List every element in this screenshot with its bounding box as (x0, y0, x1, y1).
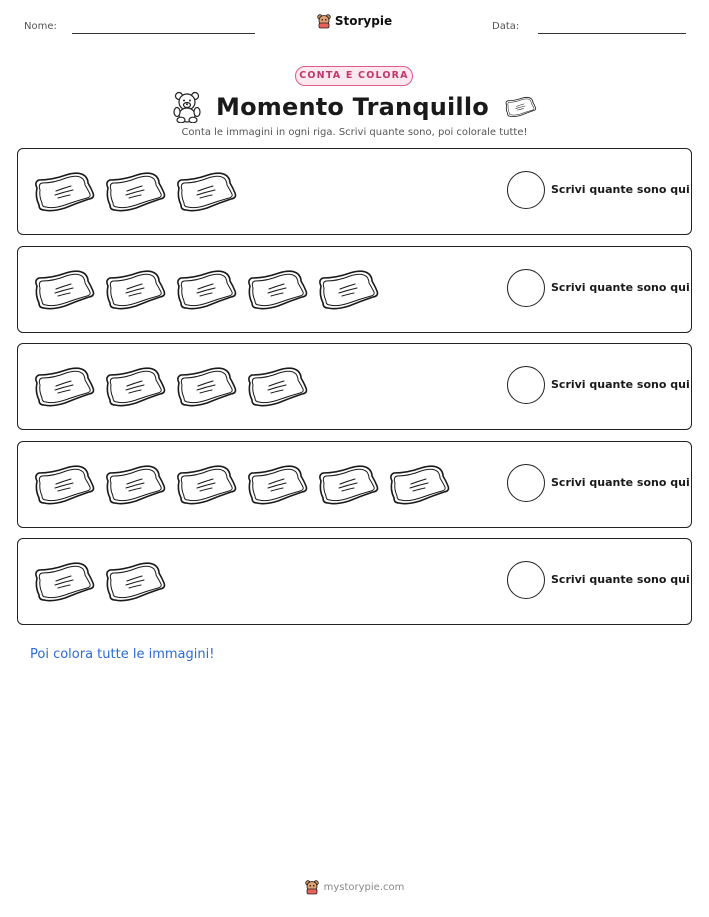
counting-row (17, 538, 692, 625)
worksheet-header (0, 0, 709, 40)
pillow-icon[interactable] (243, 462, 309, 508)
pillow-icon[interactable] (314, 267, 380, 313)
date-field-line[interactable] (538, 33, 686, 34)
answer-circle[interactable] (507, 464, 545, 502)
answer-circle[interactable] (507, 366, 545, 404)
pillow-icon[interactable] (172, 169, 238, 215)
pillow-icon[interactable] (30, 559, 96, 605)
name-field-line[interactable] (72, 33, 255, 34)
pillow-icon[interactable] (101, 267, 167, 313)
pillow-icon[interactable] (243, 267, 309, 313)
pillow-icon[interactable] (101, 169, 167, 215)
pillow-icon[interactable] (314, 462, 380, 508)
brand (0, 13, 709, 33)
answer-label: Scrivi quante sono qui (551, 476, 690, 489)
name-label: Nome: (24, 21, 57, 32)
counting-row (17, 441, 692, 528)
pillow-icon[interactable] (30, 462, 96, 508)
activity-badge: CONTA E COLORA (295, 66, 413, 86)
pillow-icon[interactable] (30, 267, 96, 313)
teddy-bear-icon (172, 91, 202, 123)
pillow-icon[interactable] (101, 462, 167, 508)
date-label: Data: (492, 21, 520, 32)
instructions: Conta le immagini in ogni riga. Scrivi quante sono, poi colorale tutte! (181, 127, 528, 138)
counting-row (17, 343, 692, 430)
counting-row (17, 148, 692, 235)
counting-row (17, 246, 692, 333)
title-row (0, 88, 709, 126)
answer-circle[interactable] (507, 269, 545, 307)
storypie-logo-icon (305, 879, 319, 895)
page-title: Momento Tranquillo (216, 93, 489, 121)
pillow-icon[interactable] (30, 169, 96, 215)
pillow-icon[interactable] (385, 462, 451, 508)
brand-name: Storypie (334, 14, 393, 28)
answer-circle[interactable] (507, 171, 545, 209)
pillow-icon[interactable] (243, 364, 309, 410)
answer-label: Scrivi quante sono qui (551, 281, 690, 294)
site-url: mystorypie.com (323, 881, 405, 893)
site-footer (0, 879, 709, 899)
pillow-icon[interactable] (172, 267, 238, 313)
pillow-icon[interactable] (30, 364, 96, 410)
pillow-icon[interactable] (172, 462, 238, 508)
pillow-icon (503, 95, 537, 119)
pillow-icon[interactable] (101, 559, 167, 605)
answer-label: Scrivi quante sono qui (551, 378, 690, 391)
answer-label: Scrivi quante sono qui (551, 573, 690, 586)
pillow-icon[interactable] (101, 364, 167, 410)
answer-label: Scrivi quante sono qui (551, 183, 690, 196)
pillow-icon[interactable] (172, 364, 238, 410)
footer-note: Poi colora tutte le immagini! (30, 647, 215, 662)
storypie-logo-icon (317, 13, 331, 29)
answer-circle[interactable] (507, 561, 545, 599)
